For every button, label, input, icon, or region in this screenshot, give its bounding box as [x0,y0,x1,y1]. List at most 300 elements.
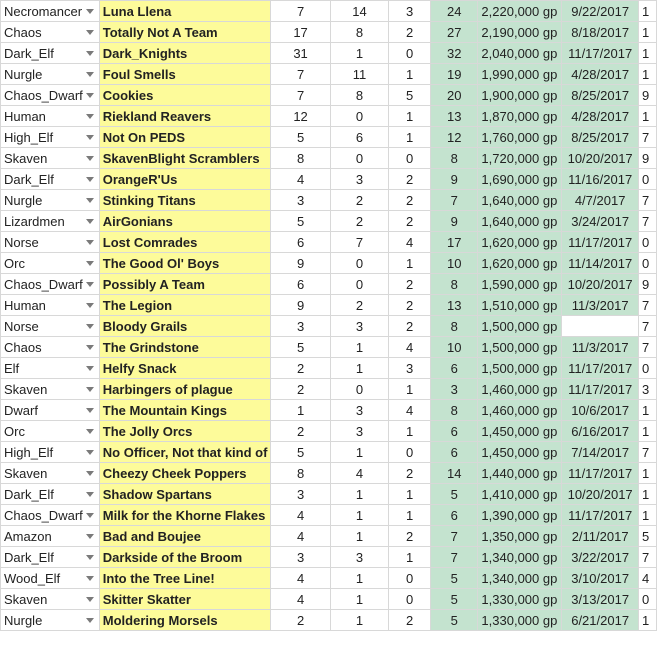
extra-cell[interactable] [638,64,656,85]
date-cell[interactable] [562,358,639,379]
team-value-cell[interactable] [478,358,562,379]
race-cell[interactable] [1,190,100,211]
date-cell[interactable] [562,43,639,64]
dropdown-arrow-icon[interactable] [86,177,94,182]
team-name-cell[interactable] [99,85,271,106]
dropdown-arrow-icon[interactable] [86,492,94,497]
stat-cell[interactable] [330,106,389,127]
stat-cell[interactable] [389,85,431,106]
stat-cell[interactable] [271,232,330,253]
stat-cell[interactable] [389,190,431,211]
extra-cell[interactable] [638,190,656,211]
team-value-cell[interactable] [478,484,562,505]
team-value-cell[interactable] [478,64,562,85]
team-value-cell[interactable] [478,421,562,442]
team-name-cell[interactable] [99,358,271,379]
race-cell[interactable] [1,232,100,253]
stat-cell[interactable] [271,169,330,190]
extra-cell[interactable] [638,421,656,442]
team-value-cell[interactable] [478,379,562,400]
race-cell[interactable] [1,568,100,589]
team-value-cell[interactable] [478,43,562,64]
stat-cell[interactable] [389,589,431,610]
race-cell[interactable] [1,484,100,505]
stat-cell[interactable] [271,190,330,211]
stat-cell[interactable] [271,316,330,337]
total-cell[interactable] [430,400,477,421]
team-value-cell[interactable] [478,85,562,106]
stat-cell[interactable] [330,568,389,589]
stat-cell[interactable] [271,379,330,400]
stat-cell[interactable] [389,379,431,400]
team-name-cell[interactable] [99,127,271,148]
dropdown-arrow-icon[interactable] [86,240,94,245]
team-value-cell[interactable] [478,400,562,421]
stat-cell[interactable] [389,64,431,85]
team-name-cell[interactable] [99,232,271,253]
team-name-cell[interactable] [99,43,271,64]
team-value-cell[interactable] [478,295,562,316]
dropdown-arrow-icon[interactable] [86,408,94,413]
date-cell[interactable] [562,505,639,526]
team-name-cell[interactable] [99,337,271,358]
team-value-cell[interactable] [478,610,562,631]
team-name-cell[interactable] [99,190,271,211]
race-cell[interactable] [1,337,100,358]
stat-cell[interactable] [271,526,330,547]
total-cell[interactable] [430,337,477,358]
stat-cell[interactable] [330,148,389,169]
stat-cell[interactable] [330,190,389,211]
date-cell[interactable] [562,589,639,610]
stat-cell[interactable] [389,274,431,295]
stat-cell[interactable] [271,547,330,568]
extra-cell[interactable] [638,274,656,295]
team-name-cell[interactable] [99,379,271,400]
dropdown-arrow-icon[interactable] [86,282,94,287]
date-cell[interactable] [562,1,639,22]
stat-cell[interactable] [389,463,431,484]
race-cell[interactable] [1,400,100,421]
race-cell[interactable] [1,316,100,337]
stat-cell[interactable] [271,400,330,421]
stat-cell[interactable] [330,274,389,295]
total-cell[interactable] [430,379,477,400]
stat-cell[interactable] [389,484,431,505]
stat-cell[interactable] [389,22,431,43]
stat-cell[interactable] [271,127,330,148]
stat-cell[interactable] [330,85,389,106]
stat-cell[interactable] [271,22,330,43]
stat-cell[interactable] [271,442,330,463]
total-cell[interactable] [430,421,477,442]
race-cell[interactable] [1,211,100,232]
extra-cell[interactable] [638,232,656,253]
stat-cell[interactable] [271,589,330,610]
total-cell[interactable] [430,274,477,295]
date-cell[interactable] [562,379,639,400]
date-cell[interactable] [562,22,639,43]
race-cell[interactable] [1,148,100,169]
dropdown-arrow-icon[interactable] [86,219,94,224]
team-value-cell[interactable] [478,1,562,22]
date-cell[interactable] [562,316,639,337]
dropdown-arrow-icon[interactable] [86,576,94,581]
total-cell[interactable] [430,85,477,106]
date-cell[interactable] [562,64,639,85]
team-value-cell[interactable] [478,148,562,169]
total-cell[interactable] [430,295,477,316]
extra-cell[interactable] [638,484,656,505]
race-cell[interactable] [1,610,100,631]
extra-cell[interactable] [638,253,656,274]
date-cell[interactable] [562,547,639,568]
race-cell[interactable] [1,526,100,547]
stat-cell[interactable] [271,358,330,379]
stat-cell[interactable] [330,547,389,568]
stat-cell[interactable] [389,127,431,148]
stat-cell[interactable] [389,442,431,463]
total-cell[interactable] [430,22,477,43]
team-value-cell[interactable] [478,169,562,190]
stat-cell[interactable] [330,43,389,64]
date-cell[interactable] [562,484,639,505]
total-cell[interactable] [430,127,477,148]
dropdown-arrow-icon[interactable] [86,51,94,56]
team-name-cell[interactable] [99,442,271,463]
stat-cell[interactable] [330,505,389,526]
stat-cell[interactable] [330,421,389,442]
race-cell[interactable] [1,442,100,463]
extra-cell[interactable] [638,589,656,610]
total-cell[interactable] [430,148,477,169]
extra-cell[interactable] [638,295,656,316]
dropdown-arrow-icon[interactable] [86,513,94,518]
stat-cell[interactable] [330,1,389,22]
team-value-cell[interactable] [478,568,562,589]
stat-cell[interactable] [271,253,330,274]
stat-cell[interactable] [389,148,431,169]
extra-cell[interactable] [638,127,656,148]
team-name-cell[interactable] [99,295,271,316]
team-name-cell[interactable] [99,526,271,547]
total-cell[interactable] [430,211,477,232]
extra-cell[interactable] [638,568,656,589]
date-cell[interactable] [562,253,639,274]
team-name-cell[interactable] [99,400,271,421]
race-cell[interactable] [1,22,100,43]
dropdown-arrow-icon[interactable] [86,93,94,98]
stat-cell[interactable] [389,526,431,547]
extra-cell[interactable] [638,400,656,421]
extra-cell[interactable] [638,22,656,43]
team-name-cell[interactable] [99,64,271,85]
team-name-cell[interactable] [99,253,271,274]
race-cell[interactable] [1,169,100,190]
stat-cell[interactable] [389,106,431,127]
stat-cell[interactable] [271,106,330,127]
dropdown-arrow-icon[interactable] [86,618,94,623]
team-value-cell[interactable] [478,526,562,547]
stat-cell[interactable] [271,421,330,442]
date-cell[interactable] [562,400,639,421]
race-cell[interactable] [1,1,100,22]
stat-cell[interactable] [330,22,389,43]
extra-cell[interactable] [638,1,656,22]
date-cell[interactable] [562,610,639,631]
extra-cell[interactable] [638,547,656,568]
dropdown-arrow-icon[interactable] [86,534,94,539]
stat-cell[interactable] [330,337,389,358]
total-cell[interactable] [430,505,477,526]
extra-cell[interactable] [638,337,656,358]
date-cell[interactable] [562,463,639,484]
dropdown-arrow-icon[interactable] [86,156,94,161]
team-name-cell[interactable] [99,610,271,631]
team-name-cell[interactable] [99,484,271,505]
stat-cell[interactable] [389,547,431,568]
total-cell[interactable] [430,43,477,64]
dropdown-arrow-icon[interactable] [86,72,94,77]
stat-cell[interactable] [271,211,330,232]
dropdown-arrow-icon[interactable] [86,198,94,203]
dropdown-arrow-icon[interactable] [86,471,94,476]
extra-cell[interactable] [638,526,656,547]
extra-cell[interactable] [638,610,656,631]
date-cell[interactable] [562,211,639,232]
team-value-cell[interactable] [478,589,562,610]
dropdown-arrow-icon[interactable] [86,30,94,35]
stat-cell[interactable] [271,610,330,631]
date-cell[interactable] [562,295,639,316]
date-cell[interactable] [562,190,639,211]
stat-cell[interactable] [330,463,389,484]
dropdown-arrow-icon[interactable] [86,9,94,14]
total-cell[interactable] [430,568,477,589]
extra-cell[interactable] [638,148,656,169]
date-cell[interactable] [562,169,639,190]
team-name-cell[interactable] [99,316,271,337]
total-cell[interactable] [430,316,477,337]
stat-cell[interactable] [271,484,330,505]
stat-cell[interactable] [271,43,330,64]
dropdown-arrow-icon[interactable] [86,366,94,371]
stat-cell[interactable] [330,379,389,400]
race-cell[interactable] [1,589,100,610]
race-cell[interactable] [1,43,100,64]
team-value-cell[interactable] [478,337,562,358]
total-cell[interactable] [430,169,477,190]
stat-cell[interactable] [389,400,431,421]
race-cell[interactable] [1,505,100,526]
stat-cell[interactable] [271,505,330,526]
team-value-cell[interactable] [478,190,562,211]
team-name-cell[interactable] [99,106,271,127]
date-cell[interactable] [562,127,639,148]
team-value-cell[interactable] [478,253,562,274]
stat-cell[interactable] [389,1,431,22]
stat-cell[interactable] [330,253,389,274]
race-cell[interactable] [1,253,100,274]
extra-cell[interactable] [638,379,656,400]
race-cell[interactable] [1,85,100,106]
team-name-cell[interactable] [99,463,271,484]
date-cell[interactable] [562,85,639,106]
stat-cell[interactable] [389,337,431,358]
date-cell[interactable] [562,421,639,442]
race-cell[interactable] [1,421,100,442]
extra-cell[interactable] [638,43,656,64]
team-name-cell[interactable] [99,211,271,232]
team-name-cell[interactable] [99,1,271,22]
stat-cell[interactable] [330,316,389,337]
stat-cell[interactable] [271,568,330,589]
stat-cell[interactable] [389,610,431,631]
date-cell[interactable] [562,232,639,253]
extra-cell[interactable] [638,505,656,526]
extra-cell[interactable] [638,169,656,190]
stat-cell[interactable] [330,169,389,190]
stat-cell[interactable] [330,295,389,316]
dropdown-arrow-icon[interactable] [86,114,94,119]
extra-cell[interactable] [638,85,656,106]
team-value-cell[interactable] [478,274,562,295]
dropdown-arrow-icon[interactable] [86,387,94,392]
total-cell[interactable] [430,442,477,463]
team-name-cell[interactable] [99,148,271,169]
extra-cell[interactable] [638,442,656,463]
race-cell[interactable] [1,295,100,316]
stat-cell[interactable] [330,127,389,148]
team-name-cell[interactable] [99,22,271,43]
team-value-cell[interactable] [478,505,562,526]
dropdown-arrow-icon[interactable] [86,324,94,329]
extra-cell[interactable] [638,316,656,337]
race-cell[interactable] [1,274,100,295]
team-value-cell[interactable] [478,232,562,253]
team-name-cell[interactable] [99,589,271,610]
team-value-cell[interactable] [478,211,562,232]
total-cell[interactable] [430,253,477,274]
extra-cell[interactable] [638,463,656,484]
date-cell[interactable] [562,148,639,169]
stat-cell[interactable] [330,442,389,463]
date-cell[interactable] [562,106,639,127]
total-cell[interactable] [430,232,477,253]
dropdown-arrow-icon[interactable] [86,555,94,560]
stat-cell[interactable] [271,148,330,169]
stat-cell[interactable] [389,421,431,442]
team-name-cell[interactable] [99,505,271,526]
stat-cell[interactable] [271,337,330,358]
team-name-cell[interactable] [99,568,271,589]
total-cell[interactable] [430,106,477,127]
stat-cell[interactable] [271,1,330,22]
stat-cell[interactable] [271,85,330,106]
stat-cell[interactable] [330,211,389,232]
team-value-cell[interactable] [478,22,562,43]
stat-cell[interactable] [389,232,431,253]
team-name-cell[interactable] [99,169,271,190]
total-cell[interactable] [430,358,477,379]
team-value-cell[interactable] [478,316,562,337]
team-name-cell[interactable] [99,547,271,568]
team-value-cell[interactable] [478,547,562,568]
extra-cell[interactable] [638,358,656,379]
stat-cell[interactable] [330,358,389,379]
team-value-cell[interactable] [478,463,562,484]
stat-cell[interactable] [330,64,389,85]
total-cell[interactable] [430,64,477,85]
race-cell[interactable] [1,379,100,400]
stat-cell[interactable] [271,64,330,85]
stat-cell[interactable] [330,610,389,631]
total-cell[interactable] [430,1,477,22]
team-name-cell[interactable] [99,274,271,295]
stat-cell[interactable] [389,568,431,589]
total-cell[interactable] [430,589,477,610]
dropdown-arrow-icon[interactable] [86,345,94,350]
stat-cell[interactable] [389,358,431,379]
total-cell[interactable] [430,190,477,211]
total-cell[interactable] [430,610,477,631]
team-value-cell[interactable] [478,442,562,463]
stat-cell[interactable] [271,274,330,295]
stat-cell[interactable] [330,400,389,421]
total-cell[interactable] [430,547,477,568]
race-cell[interactable] [1,64,100,85]
stat-cell[interactable] [271,295,330,316]
dropdown-arrow-icon[interactable] [86,429,94,434]
stat-cell[interactable] [389,505,431,526]
stat-cell[interactable] [389,169,431,190]
race-cell[interactable] [1,547,100,568]
stat-cell[interactable] [389,253,431,274]
stat-cell[interactable] [389,211,431,232]
team-value-cell[interactable] [478,106,562,127]
team-name-cell[interactable] [99,421,271,442]
stat-cell[interactable] [330,232,389,253]
race-cell[interactable] [1,106,100,127]
dropdown-arrow-icon[interactable] [86,135,94,140]
stat-cell[interactable] [330,484,389,505]
date-cell[interactable] [562,442,639,463]
dropdown-arrow-icon[interactable] [86,597,94,602]
race-cell[interactable] [1,127,100,148]
stat-cell[interactable] [330,526,389,547]
stat-cell[interactable] [389,43,431,64]
race-cell[interactable] [1,358,100,379]
date-cell[interactable] [562,274,639,295]
extra-cell[interactable] [638,211,656,232]
dropdown-arrow-icon[interactable] [86,261,94,266]
dropdown-arrow-icon[interactable] [86,303,94,308]
team-value-cell[interactable] [478,127,562,148]
extra-cell[interactable] [638,106,656,127]
dropdown-arrow-icon[interactable] [86,450,94,455]
stat-cell[interactable] [389,295,431,316]
race-cell[interactable] [1,463,100,484]
date-cell[interactable] [562,337,639,358]
stat-cell[interactable] [389,316,431,337]
date-cell[interactable] [562,526,639,547]
stat-cell[interactable] [330,589,389,610]
date-cell[interactable] [562,568,639,589]
stat-cell[interactable] [271,463,330,484]
total-cell[interactable] [430,463,477,484]
total-cell[interactable] [430,526,477,547]
total-cell[interactable] [430,484,477,505]
